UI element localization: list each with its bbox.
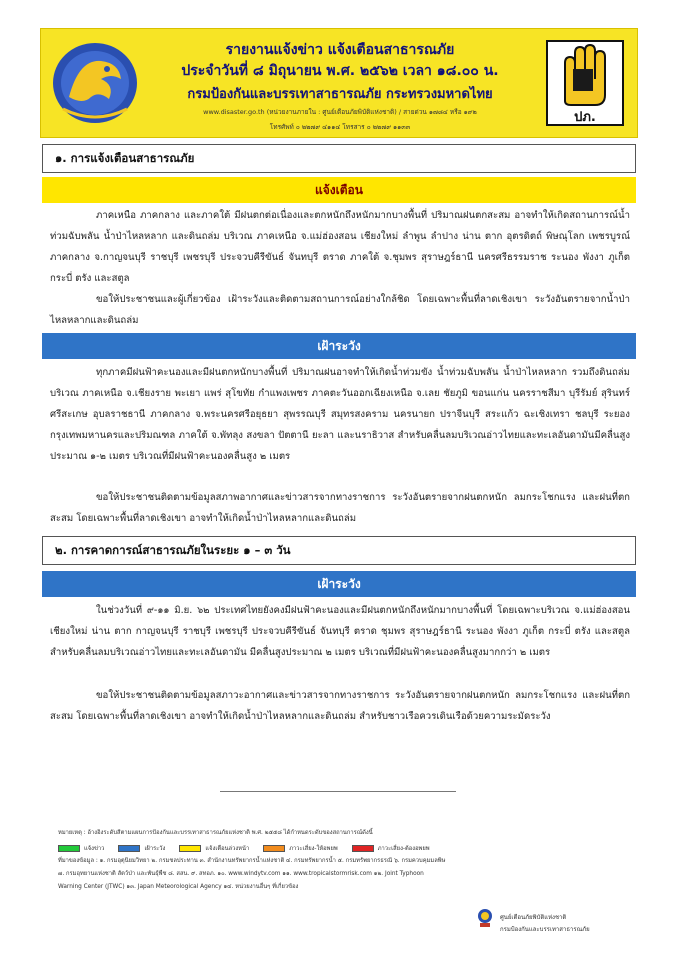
report-contact-phone: โทรศัพท์ ๐ ๒๒๗๙ ๔๑๑๔ โทรสาร ๐ ๒๒๗๙ ๑๑๓๓ <box>269 123 411 131</box>
alert-band-watch: เฝ้าระวัง <box>42 333 636 359</box>
forecast-band-watch: เฝ้าระวัง <box>42 571 636 597</box>
legend-swatch <box>118 845 140 852</box>
legend-item <box>58 843 104 853</box>
warning-advice-paragraph: ขอให้ประชาชนและผู้เกี่ยวข้อง เฝ้าระวังและติดตามสถานการณ์อย่างใกล้ชิด โดยเฉพาะพื้นที่ลาดเชิงเขา ระวังอันตรายจากน้ำป่าไหลหลากและดินถล่ม <box>50 294 630 326</box>
legend-label: ภาวะเสี่ยง-ต้องอพยพ <box>377 846 430 852</box>
report-header <box>40 28 638 138</box>
dpm-logo-icon <box>545 39 625 127</box>
legend-item <box>118 843 165 853</box>
report-date: ประจำวันที่ ๘ มิถุนายน พ.ศ. ๒๕๖๒ เวลา ๑๘.๐๐ น. <box>181 63 499 79</box>
legend-label: ภาวะเสี่ยง-ให้อพยพ <box>289 846 338 852</box>
color-legend <box>58 843 444 853</box>
footer-sources-line1: ที่มาของข้อมูล : ๑. กรมอุตุนิยมวิทยา ๒. กรมชลประทาน ๓. สำนักงานทรัพยากรน้ำแห่งชาติ ๔. กรมทรัพยากรน้ำ ๕. กรมทรัพยากรธรณี ๖. กรมควบคุมมลพิษ <box>58 858 446 864</box>
section2-heading: ๒. การคาดการณ์สาธารณภัยในระยะ ๑ – ๓ วัน <box>42 536 636 565</box>
legend-label: เฝ้าระวัง <box>144 846 166 852</box>
forecast-advice-paragraph: ขอให้ประชาชนติดตามข้อมูลสภาวะอากาศและข่าวสารจากทางราชการ ระวังอันตรายจากฝนตกหนัก ลมกระโชกแรง และฝนที่ตกสะสม โดยเฉพาะพื้นที่ลาดเชิงเขา อาจทำให้เกิดน้ำป่าไหลหลากและดินถล่ม สำหรับชาวเรือควรเดินเรือด้วยความระมัดระวัง <box>50 690 630 722</box>
divider-line <box>220 791 456 792</box>
watch-advice-paragraph: ขอให้ประชาชนติดตามข้อมูลสภาพอากาศและข่าวสารจากทางราชการ ระวังอันตรายจากฝนตกหนัก ลมกระโชกแรง และฝนที่ตกสะสม โดยเฉพาะพื้นที่ลาดเชิงเขา อาจทำให้เกิดน้ำป่าไหลหลากและดินถล่ม <box>50 492 630 524</box>
legend-swatch <box>58 845 80 852</box>
alert-band-warning: แจ้งเตือน <box>42 177 636 203</box>
report-organization: กรมป้องกันและบรรเทาสาธารณภัย กระทรวงมหาดไทย <box>187 87 493 102</box>
warning-paragraph: ภาคเหนือ ภาคกลาง และภาคใต้ มีฝนตกต่อเนื่องและตกหนักถึงหนักมากบางพื้นที่ ปริมาณฝนตกสะสม อาจทำให้เกิดสถานการณ์น้ำท่วมฉับพลัน น้ำป่าไหลหลาก และดินถล่ม บริเวณ ภาคเหนือ จ.แม่ฮ่องสอน เชียงใหม่ ลำพูน ลำปาง น่าน ตาก อุตรดิตถ์ พิษณุโลก เพชรบูรณ์ ภาคกลาง จ.กาญจนบุรี ราชบุรี เพชรบุรี ประจวบคีรีขันธ์ จันทบุรี ตราด ภาคใต้ จ.ชุมพร สุราษฎร์ธานี นครศรีธรรมราช ระนอง พังงา ภูเก็ต กระบี่ ตรัง และสตูล <box>50 210 630 284</box>
forecast-paragraph: ในช่วงวันที่ ๙-๑๑ มิ.ย. ๖๒ ประเทศไทยยังคงมีฝนฟ้าคะนองและมีฝนตกหนักถึงหนักมากบางพื้นที่ โดยเฉพาะบริเวณ จ.แม่ฮ่องสอน เชียงใหม่ น่าน ตาก กาญจนบุรี ราชบุรี เพชรบุรี ประจวบคีรีขันธ์ จันทบุรี ตราด ชุมพร สุราษฎร์ธานี ระนอง พังงา ภูเก็ต กระบี่ ตรัง และสตูล สำหรับคลื่นลมบริเวณอ่าวไทยและทะเลอันดามัน มีคลื่นสูงประมาณ ๒ เมตร บริเวณที่มีฝนฟ้าคะนองคลื่นสูงมากกว่า ๒ เมตร <box>50 605 630 658</box>
legend-swatch <box>179 845 201 852</box>
legend-item <box>352 843 430 853</box>
ministry-emblem-icon <box>49 39 141 127</box>
legend-item <box>263 843 337 853</box>
footer-note: หมายเหตุ : อ้างอิงระดับสีตามแผนการป้องกันและบรรเทาสาธารณภัยแห่งชาติ พ.ศ. ๒๕๕๘ ได้กำหนดระดับของสถานการณ์ดังนี้ <box>58 830 373 836</box>
footer-sources-line3: Warning Center (JTWC) ๑๓. Japan Meteorological Agency ๑๔. หน่วยงานอื่นๆ ที่เกี่ยวข้อง <box>58 884 299 890</box>
dpm-logo-text: ปภ. <box>574 110 596 125</box>
section1-heading: ๑. การแจ้งเตือนสาธารณภัย <box>42 144 636 173</box>
watch-paragraph: ทุกภาคมีฝนฟ้าคะนองและมีฝนตกหนักบางพื้นที่ ปริมาณฝนอาจทำให้เกิดน้ำท่วมขัง น้ำท่วมฉับพลัน น้ำป่าไหลหลาก รวมถึงดินถล่ม บริเวณ ภาคเหนือ จ.เชียงราย พะเยา แพร่ สุโขทัย กำแพงเพชร ภาคตะวันออกเฉียงเหนือ จ.เลย ชัยภูมิ ขอนแก่น นครราชสีมา บุรีรัมย์ สุรินทร์ ศรีสะเกษ อุบลราชธานี ภาคกลาง จ.พระนครศรีอยุธยา สุพรรณบุรี สมุทรสงคราม นครนายก ปราจีนบุรี สระแก้ว ฉะเชิงเทรา ชลบุรี ระยอง กรุงเทพมหานครและปริมณฑล ภาคใต้ จ.พัทลุง สงขลา ปัตตานี ยะลา และนราธิวาส สำหรับคลื่นลมบริเวณอ่าวไทยและทะเลอันดามันมีคลื่นสูงประมาณ ๑-๒ เมตร บริเวณที่มีฝนฟ้าคะนองคลื่นสูง ๒ เมตร <box>50 367 630 462</box>
legend-label: แจ้งข่าว <box>84 846 105 852</box>
footer-org-line2: กรมป้องกันและบรรเทาสาธารณภัย <box>500 926 590 933</box>
legend-swatch <box>352 845 374 852</box>
legend-swatch <box>263 845 285 852</box>
legend-label: แจ้งเตือนล่วงหน้า <box>205 846 250 852</box>
report-title: รายงานแจ้งข่าว แจ้งเตือนสาธารณภัย <box>225 42 455 58</box>
footer-sources-line2: ๗. กรมอุทยานแห่งชาติ สัตว์ป่า และพันธุ์พืช ๘. สสน. ๙. สทอภ. ๑๐. www.windytv.com ๑๑. www.tropicalstormrisk.com ๑๒. Joint Typhoon <box>58 871 424 877</box>
footer-org-line1: ศูนย์เตือนภัยพิบัติแห่งชาติ <box>500 914 567 921</box>
report-contact-web: www.disaster.go.th (หน่วยงานภายใน : ศูนย์เตือนภัยพิบัติแห่งชาติ) / สายด่วน ๑๗๘๔ หรือ ๑๙๒ <box>203 108 477 116</box>
legend-item <box>179 843 249 853</box>
footer-emblem-icon <box>476 908 494 928</box>
